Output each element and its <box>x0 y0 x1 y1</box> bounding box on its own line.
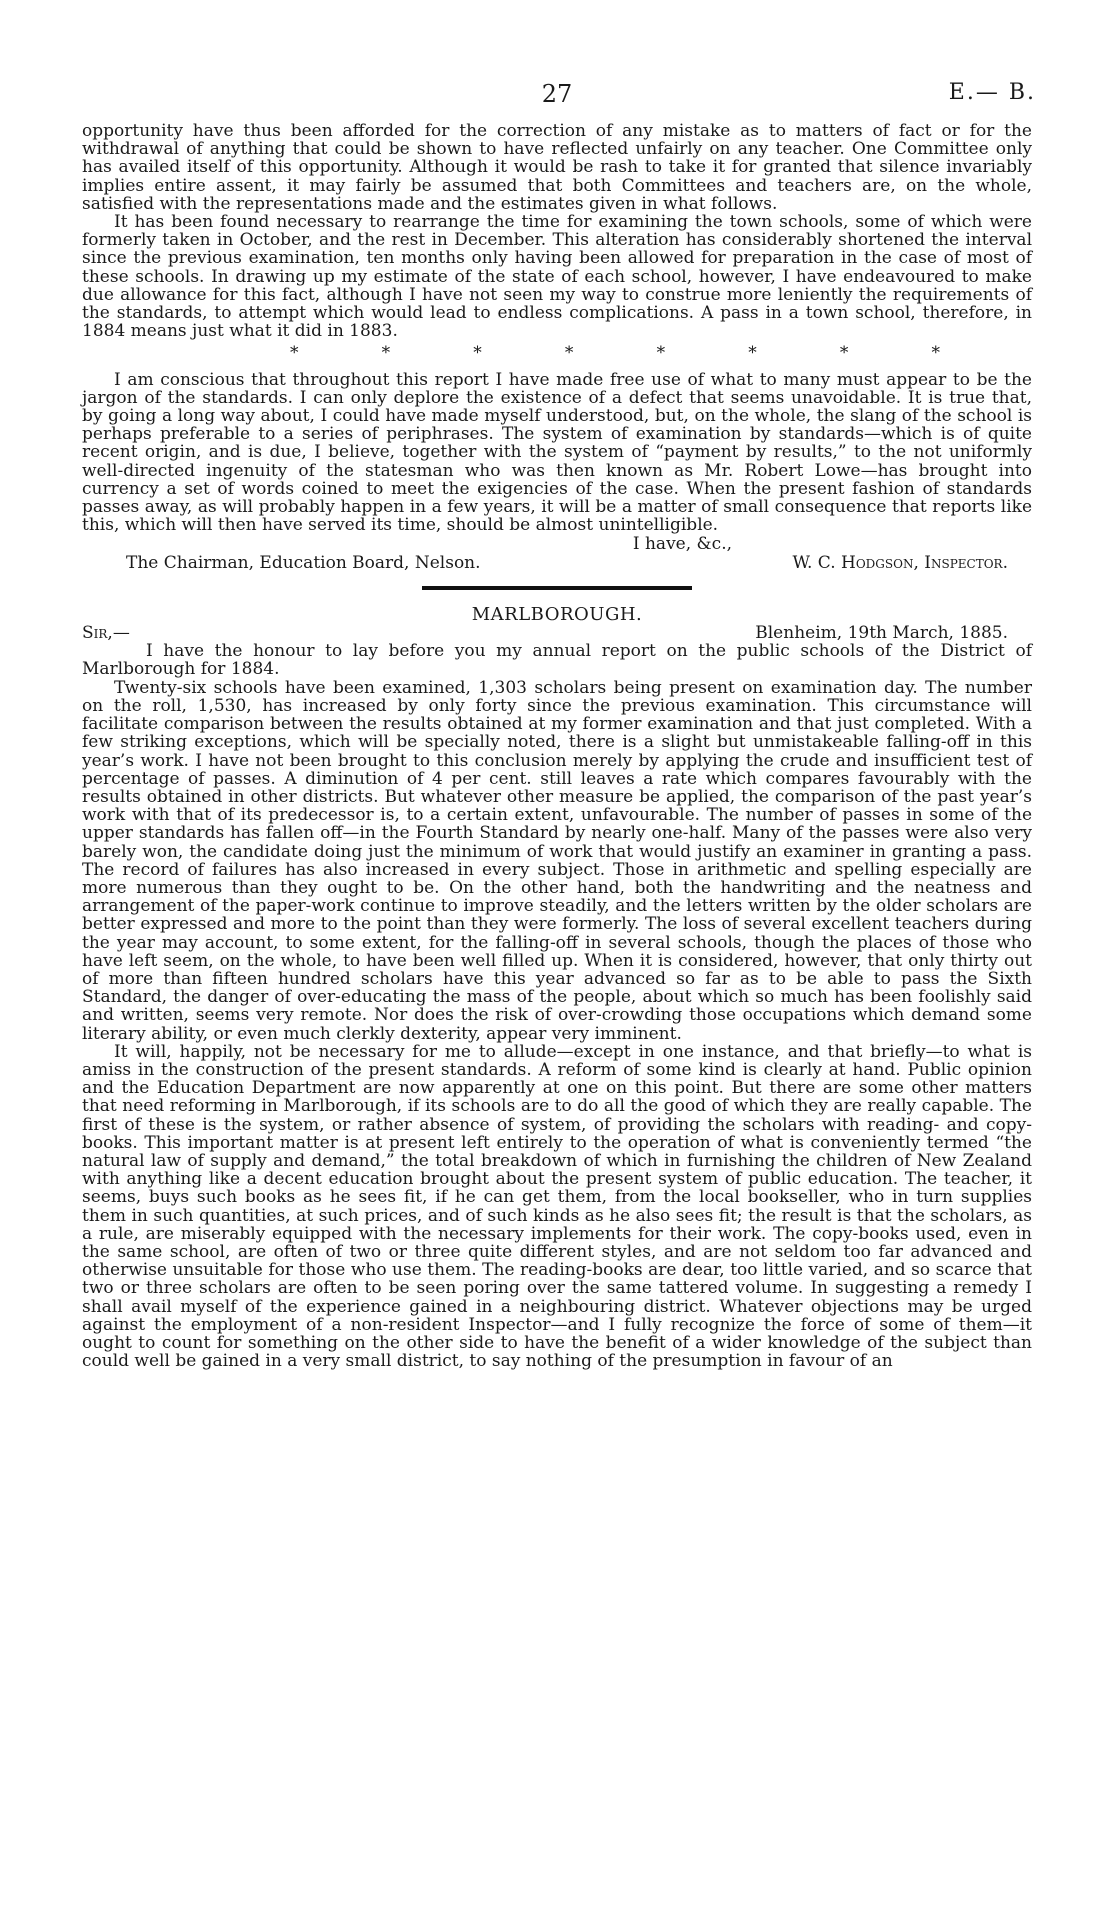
intro-paragraph: I have the honour to lay before you my annual report on the public schools of the District of Marlborough for 1884. <box>82 641 1032 680</box>
star: * <box>564 343 574 364</box>
closing-line: I have, &c., <box>632 534 732 555</box>
page-header <box>78 80 1036 120</box>
jargon-paragraph: I am conscious that throughout this report I have made free use of what to many must appear to be the jargon of the standards. I can only deplore the existence of a defect that seems unavoidable. It is true that, by going a long way about, I could have made myself understood, but, on the whole, the slang of the school is perhaps preferable to a series of periphrases. The system of examination by standards—which is of quite recent origin, and is due, I believe, together with the system of “payment by results,” to the not uniformly well-directed ingenuity of the statesman who was then known as Mr. Robert Lowe—has brought into currency a set of words coined to meet the exigencies of the case. When the present fashion of standards passes away, as will probably happen in a few years, it will be a matter of small consequence that reports like this, which will then have served its time, should be almost unintelligible. <box>82 369 1032 536</box>
section-divider <box>422 586 692 590</box>
examination-paragraph: Twenty-six schools have been examined, 1,303 scholars being present on examination day. The number on the roll, 1,530, has increased by only forty since the previous examination. This circumstance will facilitate comparison between the results obtained at my former examination and that just completed. With a few striking exceptions, which will be specially noted, there is a slight but unmistakeable falling-off in this year’s work. I have not been brought to this conclusion merely by applying the crude and insufficient test of percentage of passes. A diminution of 4 per cent. still leaves a rate which compares favourably with the results obtained in other districts. But whatever other measure be applied, the comparison of the past year’s work with that of its predecessor is, to a certain extent, unfavourable. The number of passes in some of the upper standards has fallen off—in the Fourth Standard by nearly one-half. Many of the passes were also very barely won, the candidate doing just the minimum of work that would justify an examiner in granting a pass. The record of failures has also increased in every subject. Those in arithmetic and spelling especially are more numerous than they ought to be. On the other hand, both the handwriting and the neatness and arrangement of the paper-work continue to improve steadily, and the letters written by the older scholars are better expressed and more to the point than they were formerly. The loss of several excellent teachers during the year may account, to some extent, for the falling-off in several schools, though the places of those who have left seem, on the whole, to have been well filled up. When it is considered, however, that only thirty out of more than fifteen hundred scholars have this year advanced so far as to be able to pass the Sixth Standard, the danger of over-educating the mass of the people, about which so much has been foolishly said and written, seems very remote. Nor does the risk of over-crowding those occupations which demand some literary ability, or even much clerkly dexterity, appear very imminent. <box>82 677 1032 1044</box>
signatory: W. C. Hodgson, Inspector. <box>792 552 1008 573</box>
page-number: 27 <box>541 80 573 108</box>
section-title: MARLBOROUGH. <box>471 603 643 625</box>
star: * <box>473 343 482 364</box>
star: * <box>839 343 849 364</box>
place-date: Blenheim, 19th March, 1885. <box>755 623 1008 644</box>
document-body <box>82 122 1032 1370</box>
document-reference: E.— B. <box>948 80 1036 105</box>
star: * <box>656 343 666 364</box>
star: * <box>748 343 757 364</box>
continuation-paragraph: opportunity have thus been afforded for the correction of any mistake as to matters of fact or for the withdrawal of anything that could be shown to have reflected unfairly on any teacher. One Committee only has availed itself of this opportunity. Although it would be rash to take it for granted that silence invariably implies entire assent, it may fairly be assumed that both Committees and teachers are, on the whole, satisfied with the representations made and the estimates given in what follows. <box>82 121 1032 214</box>
books-paragraph: It will, happily, not be necessary for me to allude—except in one instance, and that briefly—to what is amiss in the construction of the present standards. A reform of some kind is clearly at hand. Public opinion and the Education Department are now apparently at one on this point. But there are some other matters that need reforming in Marlborough, if its schools are to do all the good of which they are really capable. The first of these is the system, or rather absence of system, of providing the scholars with reading- and copy-books. This important matter is at present left entirely to the operation of what is conveniently termed “the natural law of supply and demand,” the total breakdown of which in furnishing the children of New Zealand with anything like a decent education brought about the present system of public education. The teacher, it seems, buys such books as he sees fit, if he can get them, from the local bookseller, who in turn supplies them in such quantities, at such prices, and of such kinds as he also sees fit; the result is that the scholars, as a rule, are miserably equipped with the necessary implements for their work. The copy-books used, even in the same school, are often of two or three quite different styles, and are not seldom too far advanced and otherwise unsuitable for those who use them. The reading-books are dear, too little varied, and so scarce that two or three scholars are often to be seen poring over the same tattered volume. In suggesting a remedy I shall avail myself of the experience gained in a neighbouring district. Whatever objections may be urged against the employment of a non-resident Inspector—and I fully recognize the force of some of them—it ought to count for something on the other side to have the benefit of a wider knowledge of the subject than could well be gained in a very small district, to say nothing of the presumption in favour of an <box>82 1041 1032 1372</box>
star: * <box>381 343 391 364</box>
star: * <box>931 343 940 364</box>
section-break-stars <box>82 344 1032 362</box>
signature-block <box>82 554 1032 572</box>
star: * <box>290 343 299 364</box>
salutation: Sir,— <box>82 623 130 644</box>
addressee: The Chairman, Education Board, Nelson. <box>126 552 481 573</box>
town-schools-paragraph: It has been found necessary to rearrange the time for examining the town schools, some of which were formerly taken in October, and the rest in December. This alteration has considerably shortened the interval since the previous examination, ten months only having been allowed for preparation in the case of most of these schools. In drawing up my estimate of the state of each school, however, I have endeavoured to make due allowance for this fact, although I have not seen my way to construe more leniently the requirements of the standards, to attempt which would lead to endless complications. A pass in a town school, therefore, in 1884 means just what it did in 1883. <box>82 212 1032 342</box>
salutation-row <box>82 624 1032 642</box>
